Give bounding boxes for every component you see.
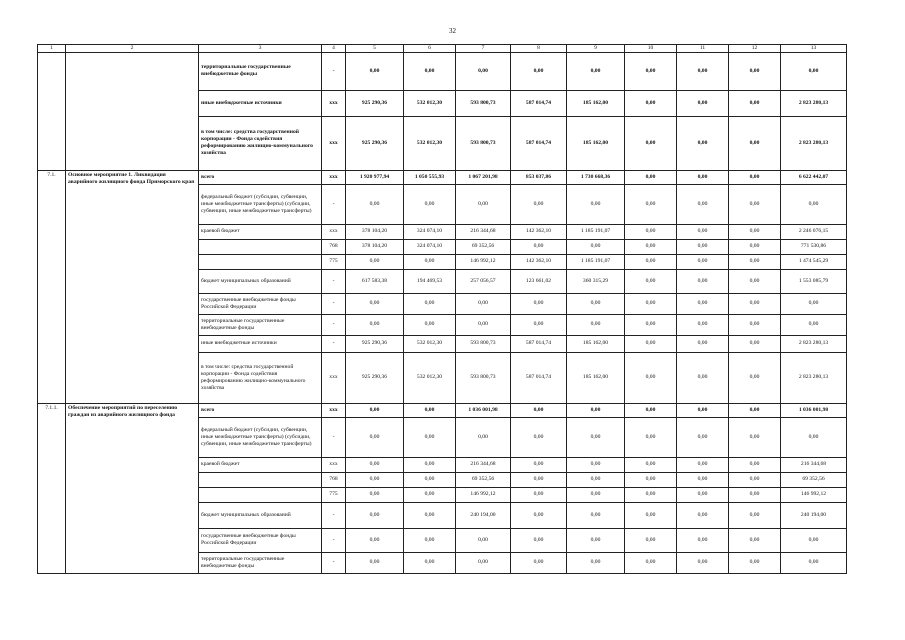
budget-table	[37, 44, 847, 574]
year-value: 0,00	[567, 457, 625, 472]
year-value: 0,00	[404, 293, 456, 314]
year-value: 0,00	[404, 528, 456, 552]
year-value: 0,00	[625, 335, 677, 352]
year-value: 142 362,10	[511, 254, 567, 269]
year-value: 0,00	[677, 487, 729, 502]
year-value: 0,00	[511, 417, 567, 457]
budget-code: -	[322, 269, 346, 293]
year-value: 0,00	[456, 184, 511, 224]
year-value: 1 067 201,98	[456, 170, 511, 184]
year-value: 0,00	[567, 314, 625, 335]
year-value: 123 661,02	[511, 269, 567, 293]
funding-source: краевой бюджет	[199, 457, 322, 472]
year-value: 69 352,56	[456, 472, 511, 487]
year-value: 0,00	[456, 552, 511, 573]
year-value: 216 344,68	[456, 224, 511, 239]
year-value: 925 290,36	[346, 335, 404, 352]
year-value: 0,00	[404, 472, 456, 487]
year-value: 0,00	[729, 502, 781, 528]
year-value: 532 012,30	[404, 352, 456, 403]
year-value: 0,00	[567, 417, 625, 457]
year-value: 0,00	[625, 457, 677, 472]
funding-source: всего	[199, 170, 322, 184]
year-value: 0,00	[625, 90, 677, 116]
header-cell: 7	[456, 45, 511, 53]
year-value: 0,00	[511, 487, 567, 502]
funding-source: иные внебюджетные источники	[199, 90, 322, 116]
total-value: 240 194,00	[781, 502, 847, 528]
year-value: 0,00	[346, 314, 404, 335]
funding-source: федеральный бюджет (субсидии, субвенции, иные межбюджетные трансферты) (субсидии, субвенции, иные межбюджетные трансферты)	[199, 417, 322, 457]
year-value: 0,00	[677, 90, 729, 116]
year-value: 0,00	[677, 457, 729, 472]
year-value: 0,00	[567, 293, 625, 314]
year-value: 593 800,73	[456, 116, 511, 170]
year-value: 587 014,74	[511, 90, 567, 116]
year-value: 0,00	[729, 184, 781, 224]
year-value: 0,00	[404, 184, 456, 224]
year-value: 1 050 555,93	[404, 170, 456, 184]
header-cell: 8	[511, 45, 567, 53]
year-value: 185 162,00	[567, 352, 625, 403]
year-value: 587 014,74	[511, 335, 567, 352]
header-cell: 10	[625, 45, 677, 53]
year-value: 0,00	[729, 552, 781, 573]
year-value: 324 074,10	[404, 224, 456, 239]
year-value: 0,00	[567, 472, 625, 487]
total-value: 0,00	[781, 417, 847, 457]
total-value: 771 530,86	[781, 239, 847, 254]
header-cell: 1	[38, 45, 66, 53]
budget-code: ххх	[322, 403, 346, 417]
year-value: 0,00	[511, 293, 567, 314]
funding-source: в том числе: средства государственной корпорации - Фонда содействия реформированию жилищно-коммунального хозяйства	[199, 352, 322, 403]
year-value: 0,00	[511, 52, 567, 90]
year-value: 0,00	[346, 184, 404, 224]
funding-source: в том числе: средства государственной корпорации - Фонда содействия реформированию жилищно-коммунального хозяйства	[199, 116, 322, 170]
year-value: 0,00	[677, 352, 729, 403]
year-value: 0,00	[346, 502, 404, 528]
budget-code: 775	[322, 254, 346, 269]
year-value: 0,00	[677, 335, 729, 352]
year-value: 0,00	[677, 170, 729, 184]
funding-source: федеральный бюджет (субсидии, субвенции, иные межбюджетные трансферты) (субсидии, субвенции, иные межбюджетные трансферты)	[199, 184, 322, 224]
year-value: 0,00	[404, 52, 456, 90]
budget-code: ххх	[322, 170, 346, 184]
year-value: 0,00	[625, 293, 677, 314]
year-value: 142 362,10	[511, 224, 567, 239]
year-value: 0,00	[346, 552, 404, 573]
year-value: 0,00	[404, 314, 456, 335]
total-value: 0,00	[781, 184, 847, 224]
year-value: 378 104,20	[346, 224, 404, 239]
year-value: 0,00	[346, 254, 404, 269]
year-value: 0,00	[511, 314, 567, 335]
year-value: 0,00	[567, 52, 625, 90]
year-value: 0,00	[567, 528, 625, 552]
total-value: 1 036 001,98	[781, 403, 847, 417]
funding-source: территориальные государственные внебюджетные фонды	[199, 552, 322, 573]
year-value: 0,00	[625, 417, 677, 457]
year-value: 0,00	[625, 269, 677, 293]
year-value: 185 162,00	[567, 335, 625, 352]
total-value: 0,00	[781, 52, 847, 90]
year-value: 0,00	[729, 335, 781, 352]
item-name	[66, 52, 199, 170]
year-value: 0,00	[404, 487, 456, 502]
header-cell: 11	[677, 45, 729, 53]
total-value: 2 823 280,13	[781, 116, 847, 170]
year-value: 1 185 191,07	[567, 224, 625, 239]
year-value: 0,00	[511, 472, 567, 487]
year-value: 0,00	[346, 472, 404, 487]
funding-source: государственные внебюджетные фонды Российской Федерации	[199, 528, 322, 552]
total-value: 146 992,12	[781, 487, 847, 502]
year-value: 240 194,00	[456, 502, 511, 528]
year-value: 0,00	[346, 487, 404, 502]
year-value: 593 800,73	[456, 335, 511, 352]
year-value: 0,00	[729, 116, 781, 170]
year-value: 0,00	[456, 293, 511, 314]
year-value: 0,00	[677, 224, 729, 239]
year-value: 0,00	[346, 403, 404, 417]
year-value: 0,00	[677, 184, 729, 224]
total-value: 1 474 545,29	[781, 254, 847, 269]
header-cell: 4	[322, 45, 346, 53]
total-value: 0,00	[781, 314, 847, 335]
year-value: 0,00	[625, 254, 677, 269]
year-value: 0,00	[625, 552, 677, 573]
year-value: 0,00	[456, 528, 511, 552]
budget-code: -	[322, 314, 346, 335]
total-value: 0,00	[781, 293, 847, 314]
year-value: 0,00	[346, 457, 404, 472]
year-value: 925 290,36	[346, 116, 404, 170]
budget-code: ххх	[322, 352, 346, 403]
year-value: 0,00	[729, 314, 781, 335]
funding-source	[199, 487, 322, 502]
year-value: 0,00	[567, 552, 625, 573]
year-value: 194 469,53	[404, 269, 456, 293]
year-value: 0,00	[729, 417, 781, 457]
year-value: 378 104,20	[346, 239, 404, 254]
year-value: 0,00	[677, 403, 729, 417]
funding-source	[199, 239, 322, 254]
year-value: 257 056,57	[456, 269, 511, 293]
year-value: 0,00	[677, 269, 729, 293]
year-value: 0,00	[511, 239, 567, 254]
year-value: 0,00	[567, 239, 625, 254]
year-value: 593 800,73	[456, 352, 511, 403]
budget-code: -	[322, 335, 346, 352]
header-cell: 6	[404, 45, 456, 53]
total-value: 0,00	[781, 552, 847, 573]
item-index: 7.1.1.	[38, 403, 66, 573]
year-value: 0,00	[677, 314, 729, 335]
year-value: 0,00	[567, 403, 625, 417]
year-value: 0,00	[511, 457, 567, 472]
year-value: 0,00	[677, 417, 729, 457]
year-value: 0,00	[625, 224, 677, 239]
budget-code: ххх	[322, 90, 346, 116]
funding-source: краевой бюджет	[199, 224, 322, 239]
year-value: 0,00	[625, 403, 677, 417]
year-value: 0,00	[677, 552, 729, 573]
year-value: 0,00	[677, 116, 729, 170]
year-value: 0,00	[677, 254, 729, 269]
year-value: 0,00	[677, 239, 729, 254]
budget-code: ххх	[322, 457, 346, 472]
item-index	[38, 52, 66, 170]
year-value: 0,00	[729, 472, 781, 487]
budget-code: 768	[322, 239, 346, 254]
year-value: 0,00	[346, 417, 404, 457]
year-value: 0,00	[729, 528, 781, 552]
item-name: Обеспечение мероприятий по переселению граждан из аварийного жилищного фонда	[66, 403, 199, 573]
year-value: 0,00	[729, 403, 781, 417]
funding-source: территориальные государственные внебюджетные фонды	[199, 52, 322, 90]
year-value: 324 074,10	[404, 239, 456, 254]
total-value: 69 352,56	[781, 472, 847, 487]
year-value: 0,00	[346, 293, 404, 314]
year-value: 0,00	[625, 472, 677, 487]
year-value: 0,00	[404, 403, 456, 417]
year-value: 0,00	[567, 184, 625, 224]
funding-source: бюджет муниципальных образований	[199, 502, 322, 528]
year-value: 0,00	[729, 239, 781, 254]
year-value: 0,00	[567, 502, 625, 528]
year-value: 185 162,00	[567, 90, 625, 116]
funding-source: всего	[199, 403, 322, 417]
budget-code: -	[322, 502, 346, 528]
year-value: 0,00	[729, 487, 781, 502]
budget-code: -	[322, 552, 346, 573]
year-value: 0,00	[567, 487, 625, 502]
year-value: 587 014,74	[511, 116, 567, 170]
header-cell: 9	[567, 45, 625, 53]
year-value: 853 037,86	[511, 170, 567, 184]
year-value: 0,00	[729, 293, 781, 314]
year-value: 0,00	[511, 552, 567, 573]
budget-code: -	[322, 528, 346, 552]
budget-code: -	[322, 293, 346, 314]
budget-code: 775	[322, 487, 346, 502]
year-value: 0,00	[729, 269, 781, 293]
budget-code: ххх	[322, 116, 346, 170]
year-value: 0,00	[404, 417, 456, 457]
year-value: 1 920 977,94	[346, 170, 404, 184]
year-value: 146 992,12	[456, 254, 511, 269]
year-value: 0,00	[346, 528, 404, 552]
header-cell: 12	[729, 45, 781, 53]
year-value: 925 290,36	[346, 352, 404, 403]
year-value: 0,00	[677, 52, 729, 90]
year-value: 617 583,38	[346, 269, 404, 293]
year-value: 0,00	[511, 502, 567, 528]
year-value: 0,00	[404, 457, 456, 472]
header-cell: 5	[346, 45, 404, 53]
year-value: 587 014,74	[511, 352, 567, 403]
budget-code: -	[322, 184, 346, 224]
year-value: 0,00	[404, 502, 456, 528]
year-value: 0,00	[625, 528, 677, 552]
year-value: 0,00	[511, 403, 567, 417]
year-value: 532 012,30	[404, 335, 456, 352]
year-value: 0,00	[625, 352, 677, 403]
year-value: 0,00	[677, 528, 729, 552]
year-value: 0,00	[729, 457, 781, 472]
year-value: 360 315,29	[567, 269, 625, 293]
year-value: 532 012,30	[404, 90, 456, 116]
year-value: 0,00	[729, 352, 781, 403]
item-index: 7.1.	[38, 170, 66, 403]
year-value: 0,00	[625, 116, 677, 170]
year-value: 216 344,68	[456, 457, 511, 472]
budget-code: 768	[322, 472, 346, 487]
year-value: 0,00	[729, 52, 781, 90]
year-value: 0,00	[677, 293, 729, 314]
year-value: 0,00	[625, 502, 677, 528]
funding-source	[199, 254, 322, 269]
header-cell: 2	[66, 45, 199, 53]
total-value: 2 823 280,13	[781, 352, 847, 403]
year-value: 0,00	[456, 314, 511, 335]
year-value: 0,00	[404, 254, 456, 269]
year-value: 593 800,73	[456, 90, 511, 116]
funding-source	[199, 472, 322, 487]
year-value: 1 730 668,36	[567, 170, 625, 184]
total-value: 2 246 076,15	[781, 224, 847, 239]
year-value: 925 290,36	[346, 90, 404, 116]
table-row	[38, 170, 847, 184]
year-value: 1 185 191,07	[567, 254, 625, 269]
total-value: 2 823 280,13	[781, 335, 847, 352]
header-row	[38, 45, 847, 53]
year-value: 146 992,12	[456, 487, 511, 502]
budget-code: -	[322, 52, 346, 90]
year-value: 1 036 001,98	[456, 403, 511, 417]
item-name: Основное мероприятие 1. Ликвидация аварийного жилищного фонда Приморского края	[66, 170, 199, 403]
year-value: 0,00	[625, 487, 677, 502]
year-value: 0,00	[625, 239, 677, 254]
funding-source: государственные внебюджетные фонды Российской Федерации	[199, 293, 322, 314]
year-value: 0,00	[404, 552, 456, 573]
funding-source: иные внебюджетные источники	[199, 335, 322, 352]
table-row	[38, 52, 847, 90]
budget-code: -	[322, 417, 346, 457]
total-value: 6 622 442,07	[781, 170, 847, 184]
year-value: 0,00	[729, 90, 781, 116]
year-value: 0,00	[625, 314, 677, 335]
year-value: 0,00	[677, 502, 729, 528]
year-value: 0,00	[677, 472, 729, 487]
year-value: 0,00	[729, 254, 781, 269]
year-value: 0,00	[625, 52, 677, 90]
year-value: 0,00	[625, 184, 677, 224]
year-value: 0,00	[729, 224, 781, 239]
total-value: 1 553 085,79	[781, 269, 847, 293]
year-value: 0,00	[729, 170, 781, 184]
funding-source: бюджет муниципальных образований	[199, 269, 322, 293]
year-value: 0,00	[456, 417, 511, 457]
year-value: 0,00	[625, 170, 677, 184]
funding-source: территориальные государственные внебюджетные фонды	[199, 314, 322, 335]
year-value: 69 352,56	[456, 239, 511, 254]
total-value: 0,00	[781, 528, 847, 552]
header-cell: 13	[781, 45, 847, 53]
total-value: 2 823 280,13	[781, 90, 847, 116]
year-value: 185 162,00	[567, 116, 625, 170]
table-body	[38, 52, 847, 573]
year-value: 532 012,30	[404, 116, 456, 170]
budget-code: ххх	[322, 224, 346, 239]
year-value: 0,00	[511, 528, 567, 552]
year-value: 0,00	[456, 52, 511, 90]
year-value: 0,00	[346, 52, 404, 90]
year-value: 0,00	[511, 184, 567, 224]
header-cell: 3	[199, 45, 322, 53]
table-row	[38, 403, 847, 417]
total-value: 216 344,68	[781, 457, 847, 472]
page-number: 32	[449, 27, 456, 35]
